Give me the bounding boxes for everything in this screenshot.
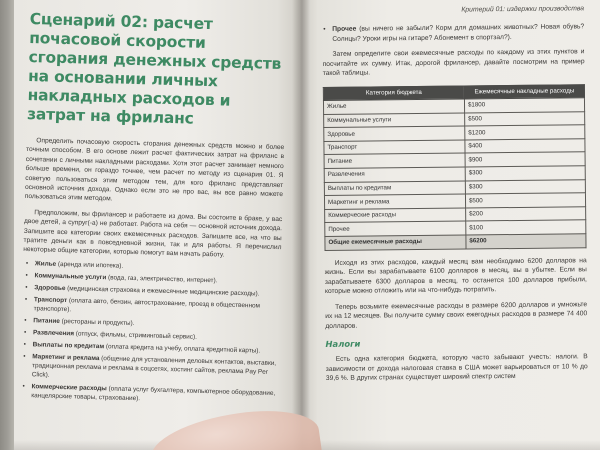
budget-category-cell: Здоровье — [324, 126, 465, 141]
budget-category-cell: Жилье — [323, 99, 464, 114]
column-header: Категория бюджета — [323, 86, 464, 100]
left-page-body — [19, 136, 284, 407]
budget-amount-cell: $500 — [465, 193, 585, 208]
budget-table-body — [323, 98, 586, 250]
running-head: Критерий 01: издержки производства — [461, 5, 585, 14]
bullet-term: Питание — [33, 317, 60, 325]
total-amount-cell: $6200 — [466, 234, 586, 249]
column-header: Ежемесячные накладные расходы — [464, 85, 584, 99]
budget-table — [323, 84, 587, 250]
budget-amount-cell: $500 — [465, 111, 585, 126]
bullet-desc: (аренда или ипотека). — [56, 260, 124, 270]
bullet-desc: (оплата услуг бухгалтера, компьютерное оборудование, канцелярские товары, страхование). — [31, 385, 276, 403]
chapter-title: Сценарий 02: расчет почасовой скорости сгорания денежных средств на основании личных накладных расходов и затрат на фриланс — [26, 10, 282, 128]
bullet-desc: (оплата кредита на учебу, оплата кредитной карты). — [104, 343, 261, 355]
left-page-content — [19, 10, 288, 407]
right-page — [300, 0, 600, 450]
paragraph: Предположим, вы фрилансер и работаете из дома. Вы состоите в браке, у вас двое детей, а супруг(-а) не работает. Работа на себя — основной источник дохода. Запишите все категории своих ежемесячных расходов. Запишите все, на что вы тратите деньги как в повседневной жизни, так и для работы. Я перечислил некоторые общие категории, которые помогут вам начать работу. — [23, 209, 283, 259]
list-item — [19, 382, 277, 407]
budget-amount-cell: $400 — [465, 139, 585, 154]
paragraph: Исходя из этих расходов, каждый месяц вам необходимо 6200 долларов на жизнь. Если вы зарабатываете 6100 долларов в месяц, вы в убытке. Если вы зарабатываете 6300 долларов в месяц, то останется 100 долларов прибыли, которые можно отложить или на что-нибудь потратить. — [324, 256, 587, 296]
budget-amount-cell: $300 — [465, 166, 585, 181]
budget-category-cell: Развлечения — [324, 167, 465, 182]
bullet-desc: (отпуск, фильмы, стриминговый сервис). — [73, 330, 197, 341]
bullet-term: Прочее — [332, 25, 357, 33]
bullet-term: Коммунальные услуги — [34, 272, 107, 282]
bullet-term: Жилье — [34, 260, 57, 268]
paragraph: Теперь возьмите ежемесячные расходы в размере 6200 долларов и умножьте их на 12 месяцев. Вы получите сумму своих ежегодных расходов в размере 74 400 долларов. — [325, 301, 588, 331]
bullet-desc: (вода, газ, электричество, интернет). — [106, 274, 218, 285]
bullet-desc: (вы ничего не забыли? Корм для домашних животных? Новая обувь? Солнцы? Уроки игры на гитаре? Абонемент в спортзал?). — [332, 23, 585, 43]
bullet-desc: (оплата авто, бензин, автострахование, проезд в общественном транспорте). — [33, 297, 261, 314]
bullet-term: Развлечения — [32, 329, 75, 338]
budget-amount-cell: $300 — [465, 179, 585, 194]
total-label-cell: Общие ежемесячные расходы — [325, 235, 466, 250]
budget-amount-cell: $1200 — [465, 125, 585, 140]
paragraph: Затем определите свои ежемесячные расходы по каждому из этих пунктов и посчитайте их сумму. Итак, дорогой фрилансер, давайте посмотрим на пример такой таблицы. — [322, 48, 585, 78]
budget-category-cell: Прочее — [325, 221, 466, 236]
bullet-desc: (рестораны и продукты). — [59, 317, 135, 327]
budget-category-cell: Маркетинг и реклама — [324, 194, 465, 209]
list-item — [20, 352, 279, 386]
table-total-row — [325, 234, 586, 250]
list-item — [322, 22, 584, 44]
bullet-term: Выплаты по кредитам — [32, 341, 105, 351]
section-title: Налоги — [325, 338, 361, 349]
bullet-desc: (общение для установления деловых контактов, выставки, традиционная реклама и реклама в соцсетях, хостинг сайтов, реклама Pay Per Click). — [31, 354, 277, 379]
bullet-term: Коммерческие расходы — [31, 383, 107, 393]
left-page — [14, 0, 300, 450]
bullet-term: Маркетинг и реклама — [32, 353, 100, 362]
bullet-desc: (медицинская страховка и ежемесячные медицинские расходы). — [65, 284, 260, 298]
bullet-term: Здоровье — [34, 284, 66, 292]
paragraph: Есть одна категория бюджета, которую часто забывают учесть: налоги. В зависимости от дохода налоговая ставка в США может варьироваться от 10 % до 39,6 %. В других странах существует широкий спектр систем — [325, 353, 588, 383]
paragraph: Определить почасовую скорость сгорания денежных средств можно и более точным способом. В его основе лежит расчет фактических затрат на фриланс в сочетании с личными накладными расходами. Хотя этот расчет занимает немного больше времени, он гораздо точнее, чем расчет по методу из сценария 01. Я советую пользоваться этим методом тем, для кого фриланс представляет основной источник дохода. Однако если это не про вас, вы все равно можете пользоваться этим методом. — [24, 137, 285, 203]
budget-category-cell: Коммерческие расходы — [325, 208, 466, 223]
right-page-body — [322, 22, 588, 384]
budget-amount-cell: $200 — [466, 206, 586, 221]
budget-category-cell: Транспорт — [324, 140, 465, 155]
budget-amount-cell: $900 — [465, 152, 585, 167]
budget-category-cell: Коммунальные услуги — [324, 113, 465, 128]
right-page-content — [322, 5, 588, 384]
expense-category-list — [19, 259, 281, 407]
budget-amount-cell: $100 — [466, 220, 586, 235]
bullet-term: Транспорт — [33, 296, 68, 305]
budget-amount-cell: $1800 — [464, 98, 584, 113]
budget-category-cell: Выплаты по кредитам — [324, 181, 465, 196]
budget-category-cell: Питание — [324, 153, 465, 168]
